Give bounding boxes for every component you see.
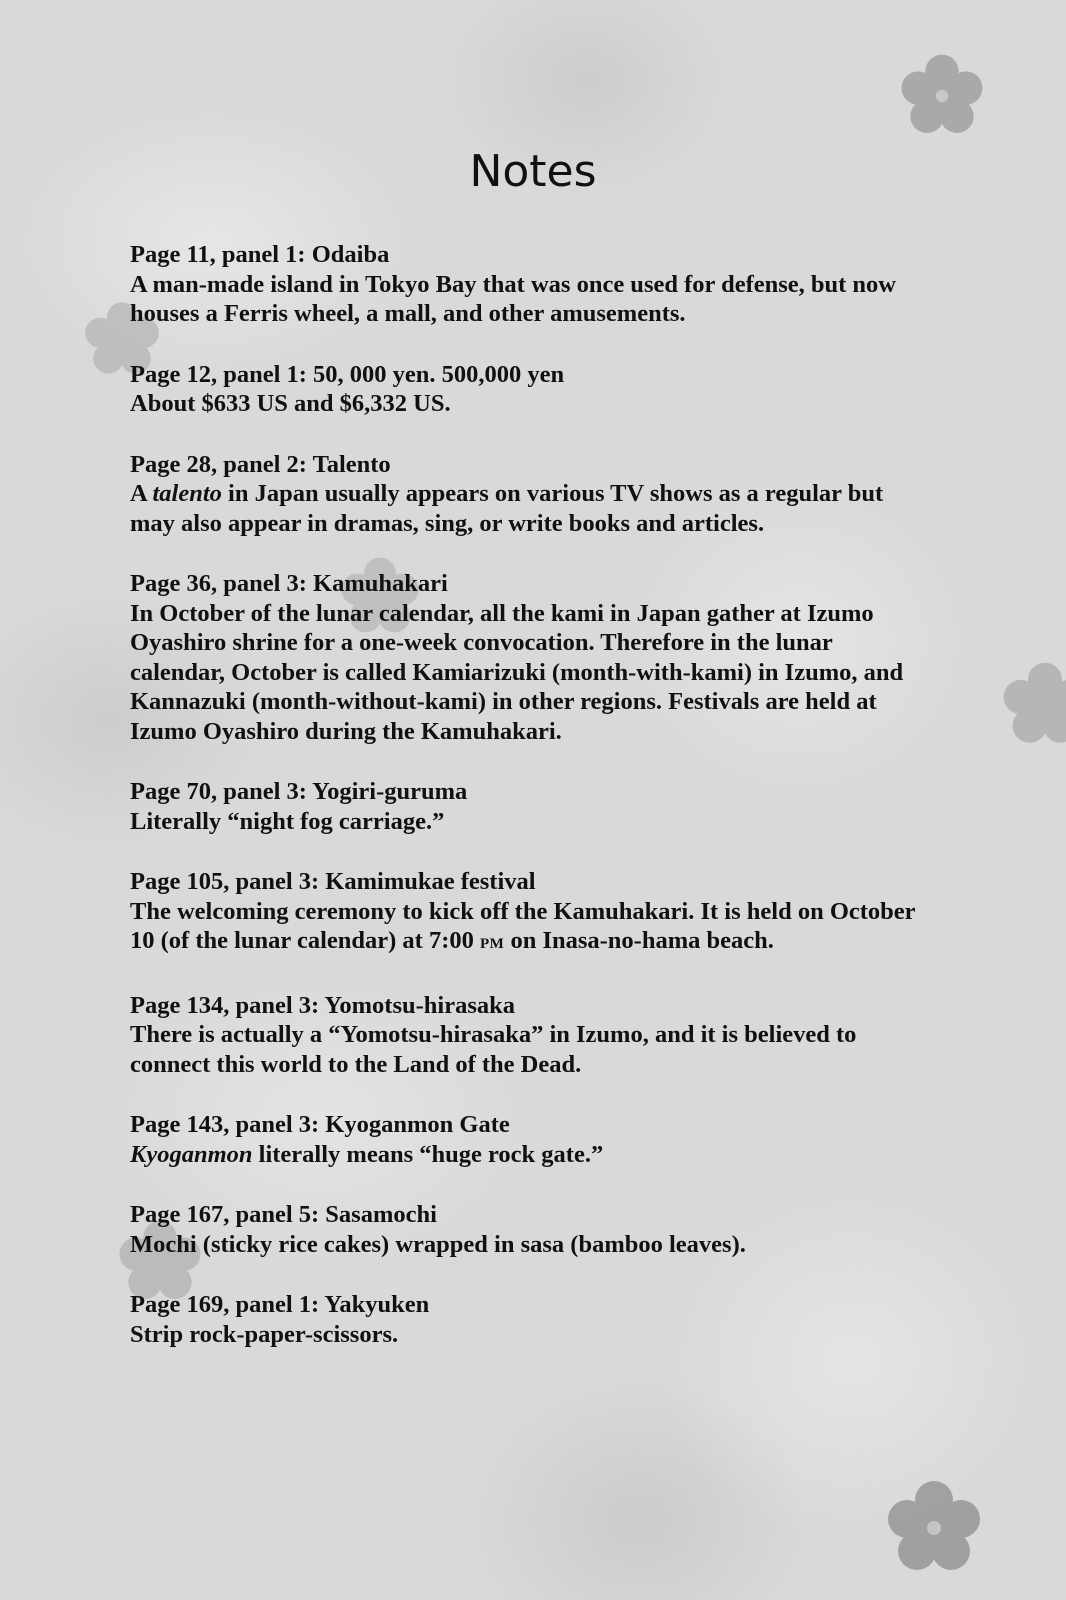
note-body: A man-made island in Tokyo Bay that was once used for defense, but now houses a Ferris wheel, a mall, and other amusements. — [130, 270, 896, 327]
note-body: Mochi (sticky rice cakes) wrapped in sasa (bamboo leaves). — [130, 1230, 746, 1258]
note-body — [130, 479, 930, 538]
note-body: About $633 US and $6,332 US. — [130, 390, 451, 417]
note-body: Strip rock-paper-scissors. — [130, 1320, 399, 1348]
note-body-text: The welcoming ceremony to kick off the Kamuhakari. It is held on October 10 (of the lunar calendar) at 7:00 — [130, 897, 916, 954]
note-body: There is actually a “Yomotsu-hirasaka” in Izumo, and it is believed to connect this world to the Land of the Dead. — [130, 1021, 857, 1078]
note-item — [130, 450, 930, 539]
note-item — [130, 360, 930, 419]
note-body-text: A — [130, 480, 153, 507]
note-heading: Page 28, panel 2: Talento — [130, 450, 391, 478]
plum-blossom-icon — [884, 1478, 984, 1578]
note-item — [130, 867, 930, 960]
page-title: Notes — [469, 146, 597, 197]
note-heading: Page 169, panel 1: Yakyuken — [130, 1291, 430, 1318]
note-body: Literally “night fog carriage.” — [130, 807, 445, 835]
note-heading: Page 12, panel 1: 50, 000 yen. 500,000 yen — [130, 360, 565, 388]
note-body-text: on Inasa-no-hama beach. — [504, 927, 774, 954]
note-body — [130, 897, 930, 960]
note-item — [130, 1290, 930, 1349]
note-heading: Page 167, panel 5: Sasamochi — [130, 1201, 437, 1228]
note-item — [130, 240, 930, 329]
note-heading: Page 134, panel 3: Yomotsu-hirasaka — [130, 991, 515, 1019]
note-body — [130, 1140, 930, 1170]
note-term: Kyoganmon — [130, 1140, 253, 1168]
note-item — [130, 991, 930, 1080]
note-heading: Page 70, panel 3: Yogiri-guruma — [130, 778, 468, 805]
notes-list — [130, 240, 930, 1380]
note-item — [130, 777, 930, 836]
note-item — [130, 569, 930, 746]
note-body-text: in Japan usually appears on various TV shows as a regular but may also appear in dramas, sing, or write books and articles. — [130, 480, 884, 537]
note-item — [130, 1200, 930, 1259]
note-term: talento — [152, 480, 222, 507]
plum-blossom-icon — [898, 52, 986, 140]
note-body-text: literally means “huge rock gate.” — [252, 1140, 604, 1168]
note-heading: Page 105, panel 3: Kamimukae festival — [130, 868, 536, 895]
note-heading: Page 11, panel 1: Odaiba — [130, 241, 390, 268]
plum-blossom-icon — [1000, 660, 1066, 750]
note-body: In October of the lunar calendar, all the kami in Japan gather at Izumo Oyashiro shrine for a one-week convocation. Therefore in the lunar calendar, October is called Kamiarizuki (month-with-kami) in Izumo, and Kannazuki (month-without-kami) in other regions. Festivals are held at Izumo Oyashiro during the Kamuhakari. — [130, 599, 904, 745]
note-heading: Page 143, panel 3: Kyoganmon Gate — [130, 1111, 510, 1138]
note-time-suffix: PM — [480, 936, 505, 952]
note-item — [130, 1110, 930, 1169]
note-heading: Page 36, panel 3: Kamuhakari — [130, 570, 448, 597]
